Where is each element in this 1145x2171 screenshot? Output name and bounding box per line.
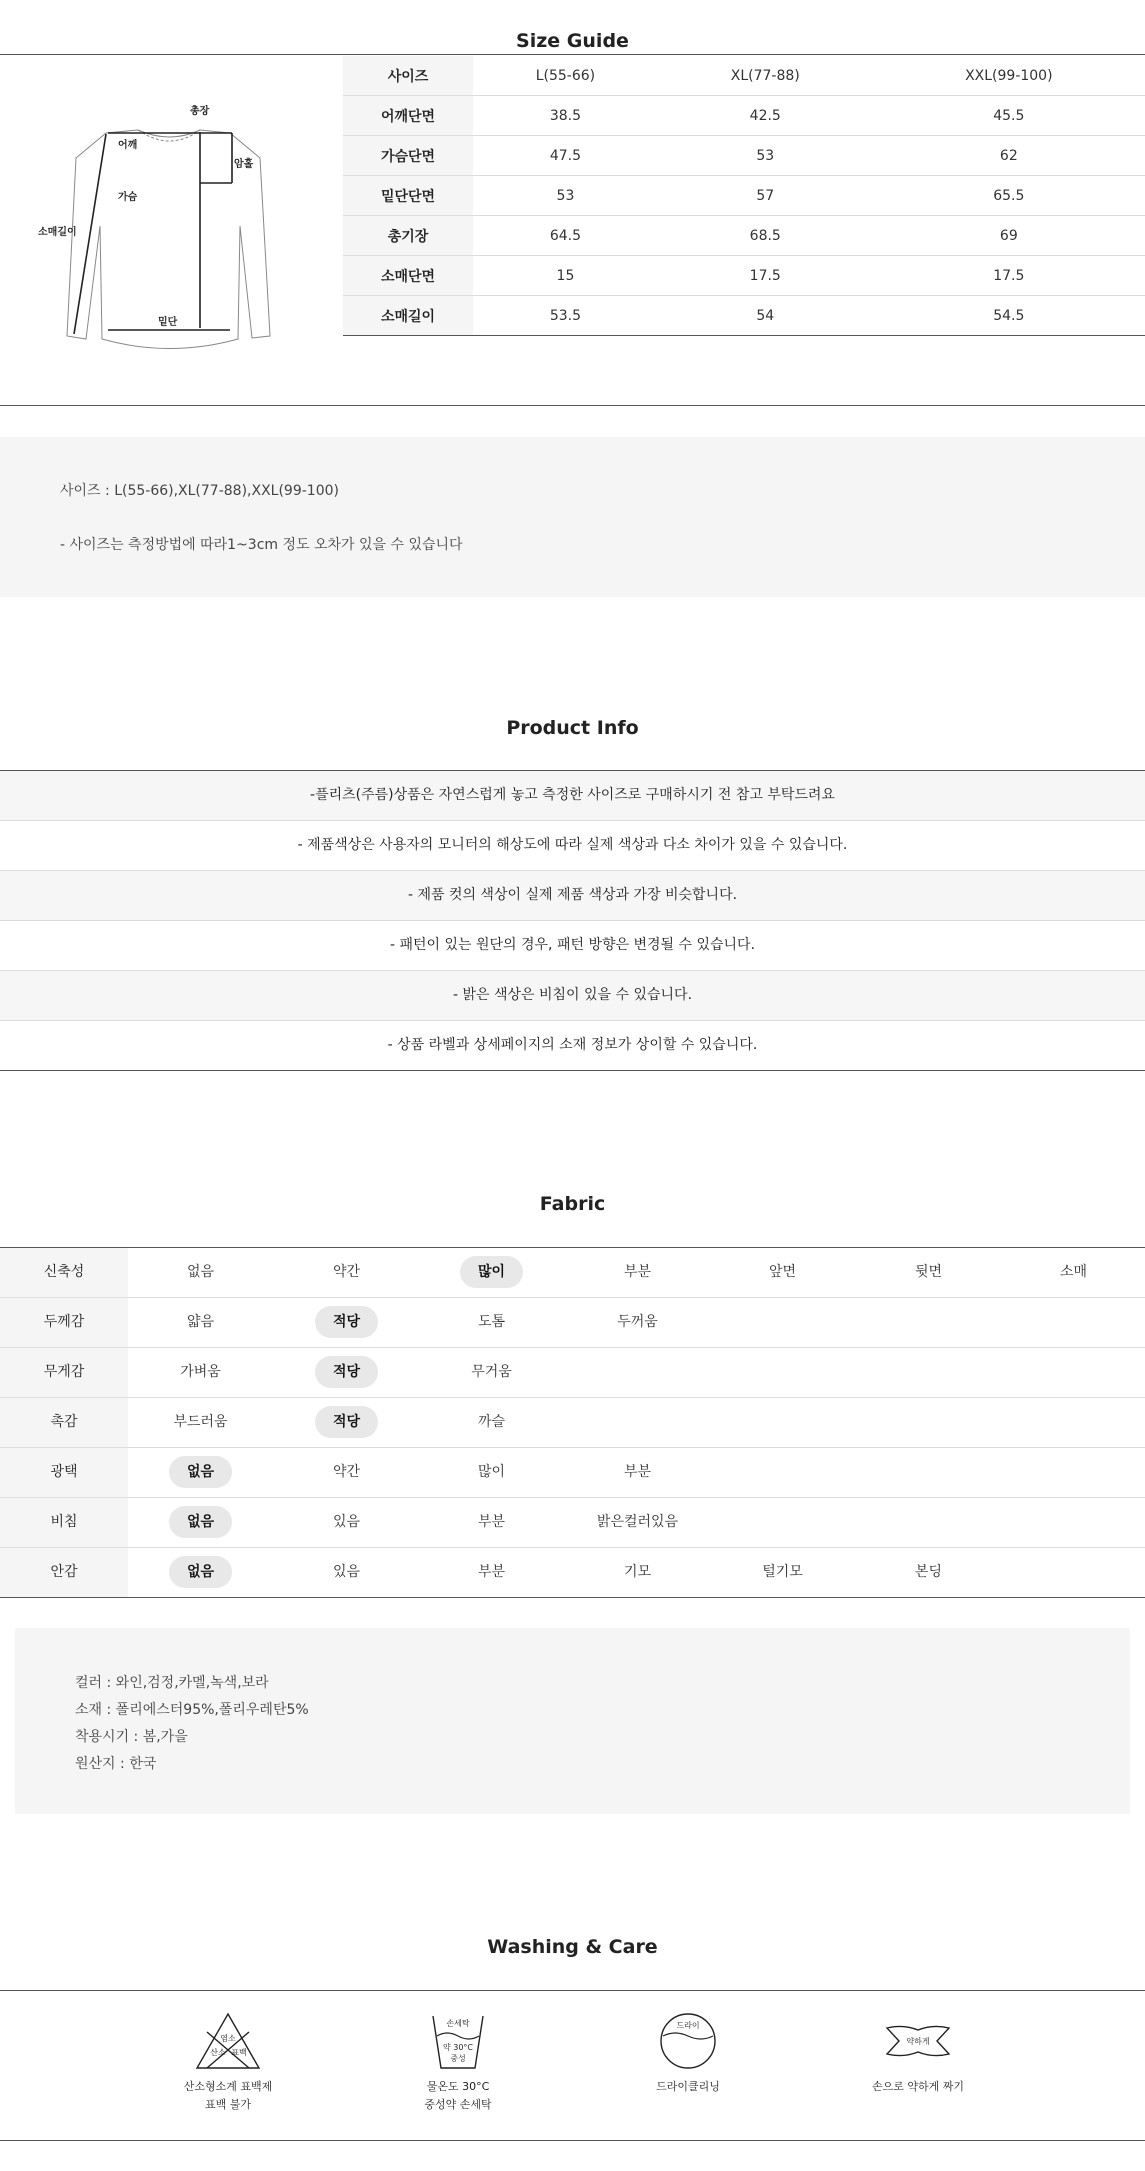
size-cell: 15 (473, 256, 658, 296)
fabric-row-label: 안감 (0, 1548, 128, 1597)
fabric-option-label: 많이 (477, 1464, 506, 1480)
size-cell: 47.5 (473, 136, 658, 176)
fabric-row (0, 1498, 1145, 1548)
fabric-option-label: 두꺼움 (617, 1314, 658, 1330)
fabric-option (419, 1398, 564, 1447)
fabric-option-label: 적당 (315, 1306, 378, 1338)
fabric-option-label: 없음 (169, 1456, 232, 1488)
size-header-label: 사이즈 (343, 56, 473, 96)
care-item-gentle-wring (838, 2010, 998, 2094)
dry-clean-icon (653, 2010, 723, 2072)
fabric-option (128, 1348, 273, 1397)
size-cell: 69 (873, 216, 1145, 256)
fabric-option-label: 없음 (186, 1264, 215, 1280)
fabric-option-selected (419, 1248, 564, 1297)
size-header-col: XXL(99-100) (873, 56, 1145, 96)
fabric-table (0, 1248, 1145, 1598)
size-cell: 17.5 (873, 256, 1145, 296)
fabric-option (565, 1548, 710, 1597)
fabric-option-label: 도톰 (477, 1314, 506, 1330)
fabric-option-label: 약간 (332, 1264, 361, 1280)
fabric-option-selected (128, 1548, 273, 1597)
size-cell: 45.5 (873, 96, 1145, 136)
fabric-detail: 소재 : 폴리에스터95%,폴리우레탄5% (75, 1702, 309, 1718)
size-cell: 17.5 (658, 256, 873, 296)
fabric-option-label: 까슬 (477, 1414, 506, 1430)
no-bleach-inner-text: 염소 (220, 2034, 236, 2043)
fabric-row-label: 촉감 (0, 1398, 128, 1447)
fabric-option (128, 1248, 273, 1297)
fabric-option-label: 부분 (623, 1464, 652, 1480)
fabric-option-label: 많이 (460, 1256, 523, 1288)
size-cell: 38.5 (473, 96, 658, 136)
hand-wash-inner-text: 약 30°C (442, 2043, 474, 2052)
fabric-option (128, 1398, 273, 1447)
fabric-row (0, 1298, 1145, 1348)
no-bleach-icon (193, 2010, 263, 2072)
fabric-row-label: 신축성 (0, 1248, 128, 1297)
product-info-line: - 밝은 색상은 비침이 있을 수 있습니다. (0, 971, 1145, 1021)
size-table-row (343, 96, 1145, 136)
fabric-option-label: 약간 (332, 1464, 361, 1480)
fabric-option-selected (128, 1498, 273, 1547)
diagram-label-sleeve-length: 소매길이 (38, 227, 77, 238)
fabric-row (0, 1548, 1145, 1598)
fabric-option (565, 1448, 710, 1497)
fabric-title: Fabric (539, 1193, 606, 1215)
fabric-detail: 원산지 : 한국 (75, 1756, 157, 1772)
size-table-row (343, 296, 1145, 336)
size-table-row (343, 256, 1145, 296)
fabric-option-label: 앞면 (768, 1264, 797, 1280)
fabric-option-selected (274, 1398, 419, 1447)
fabric-option (419, 1548, 564, 1597)
fabric-option (419, 1348, 564, 1397)
fabric-option (274, 1498, 419, 1547)
fabric-option (419, 1448, 564, 1497)
fabric-option (419, 1298, 564, 1347)
size-cell: 65.5 (873, 176, 1145, 216)
fabric-option-selected (274, 1298, 419, 1347)
gentle-wring-icon (883, 2010, 953, 2072)
size-cell: 42.5 (658, 96, 873, 136)
size-row-label: 어깨단면 (343, 96, 473, 136)
fabric-option-label: 적당 (315, 1406, 378, 1438)
size-table-row (343, 176, 1145, 216)
fabric-detail: 착용시기 : 봄,가을 (75, 1729, 188, 1745)
fabric-option (565, 1248, 710, 1297)
fabric-option-label: 없음 (169, 1506, 232, 1538)
gentle-wring-inner-text: 약하게 (906, 2037, 930, 2046)
size-cell: 53.5 (473, 296, 658, 336)
fabric-option-label: 소매 (1059, 1264, 1088, 1280)
care-item-no-bleach (148, 2010, 308, 2112)
fabric-option-label: 있음 (332, 1564, 361, 1580)
product-info-line: - 제품 컷의 색상이 실제 제품 색상과 가장 비슷합니다. (0, 871, 1145, 921)
care-caption: 물온도 30°C (426, 2080, 490, 2093)
hand-wash-inner-text: 중성 (450, 2054, 466, 2063)
size-cell: 62 (873, 136, 1145, 176)
care-item-hand-wash (378, 2010, 538, 2112)
diagram-label-shoulder: 어깨 (118, 140, 138, 151)
fabric-row-label: 비침 (0, 1498, 128, 1547)
fabric-row (0, 1348, 1145, 1398)
size-guide-bottom-rule (0, 405, 1145, 406)
size-cell: 68.5 (658, 216, 873, 256)
fabric-option (710, 1248, 855, 1297)
care-caption: 손으로 약하게 짜기 (871, 2080, 964, 2093)
product-info-line: -플리츠(주름)상품은 자연스럽게 놓고 측정한 사이즈로 구매하시기 전 참고 부탁드려요 (0, 771, 1145, 821)
fabric-option-selected (128, 1448, 273, 1497)
diagram-label-chest: 가슴 (118, 192, 138, 203)
care-caption: 드라이클리닝 (656, 2080, 720, 2093)
fabric-option-label: 기모 (623, 1564, 652, 1580)
size-cell: 53 (473, 176, 658, 216)
washing-title: Washing & Care (487, 1936, 658, 1958)
fabric-option-selected (274, 1348, 419, 1397)
product-info-list (0, 771, 1145, 1071)
care-item-dry-clean (608, 2010, 768, 2094)
fabric-option-label: 가벼움 (180, 1364, 221, 1380)
product-info-line: - 제품색상은 사용자의 모니터의 해상도에 따라 실제 색상과 다소 차이가 있을 수 있습니다. (0, 821, 1145, 871)
fabric-option (856, 1248, 1001, 1297)
size-table (343, 56, 1145, 336)
diagram-label-armhole: 암홀 (234, 159, 254, 170)
fabric-option (856, 1548, 1001, 1597)
fabric-option (128, 1298, 273, 1347)
product-info-line: - 상품 라벨과 상세페이지의 소재 정보가 상이할 수 있습니다. (0, 1021, 1145, 1071)
shirt-measurement-diagram (30, 96, 290, 366)
fabric-detail: 컬러 : 와인,검정,카멜,녹색,보라 (75, 1675, 269, 1691)
no-bleach-inner-text: 표백 (231, 2048, 247, 2057)
fabric-option-label: 무거움 (471, 1364, 512, 1380)
washing-top-rule (0, 1990, 1145, 1991)
size-row-label: 소매길이 (343, 296, 473, 336)
fabric-option-label: 부분 (477, 1514, 506, 1530)
washing-bottom-rule (0, 2140, 1145, 2141)
size-table-row (343, 136, 1145, 176)
fabric-option (1001, 1248, 1145, 1297)
care-caption: 표백 불가 (204, 2098, 251, 2111)
size-cell: 53 (658, 136, 873, 176)
fabric-row-label: 무게감 (0, 1348, 128, 1397)
fabric-row (0, 1448, 1145, 1498)
diagram-label-hem: 밑단 (158, 317, 178, 328)
fabric-details-box (15, 1628, 1130, 1814)
product-info-line: - 패턴이 있는 원단의 경우, 패턴 방향은 변경될 수 있습니다. (0, 921, 1145, 971)
fabric-option-label: 얇음 (186, 1314, 215, 1330)
fabric-row-label: 두께감 (0, 1298, 128, 1347)
fabric-option-label: 뒷면 (914, 1264, 943, 1280)
size-table-header-row (343, 56, 1145, 96)
care-caption: 중성약 손세탁 (424, 2098, 492, 2111)
size-row-label: 소매단면 (343, 256, 473, 296)
no-bleach-inner-text: 산소 (210, 2048, 226, 2057)
size-row-label: 총기장 (343, 216, 473, 256)
size-cell: 54.5 (873, 296, 1145, 336)
fabric-option (274, 1448, 419, 1497)
size-note: - 사이즈는 측정방법에 따라1~3cm 정도 오차가 있을 수 있습니다 (60, 537, 463, 553)
care-caption: 산소형소계 표백제 (183, 2080, 273, 2093)
size-table-row (343, 216, 1145, 256)
fabric-option-label: 부분 (477, 1564, 506, 1580)
fabric-option (565, 1498, 710, 1547)
size-note: 사이즈 : L(55-66),XL(77-88),XXL(99-100) (60, 483, 339, 499)
fabric-option-label: 밝은컬러있음 (596, 1514, 679, 1530)
fabric-option (565, 1298, 710, 1347)
size-header-col: XL(77-88) (658, 56, 873, 96)
fabric-option-label: 없음 (169, 1556, 232, 1588)
size-cell: 57 (658, 176, 873, 216)
fabric-option (710, 1548, 855, 1597)
hand-wash-inner-text: 손세탁 (446, 2019, 470, 2028)
size-header-col: L(55-66) (473, 56, 658, 96)
fabric-option-label: 부분 (623, 1264, 652, 1280)
dry-clean-inner-text: 드라이 (676, 2021, 700, 2030)
diagram-label-total-length: 총장 (190, 106, 210, 117)
product-info-title: Product Info (506, 717, 639, 739)
hand-wash-icon (423, 2010, 493, 2072)
fabric-option-label: 적당 (315, 1356, 378, 1388)
fabric-option (274, 1248, 419, 1297)
size-row-label: 밑단단면 (343, 176, 473, 216)
size-notes-box (0, 437, 1145, 597)
fabric-option-label: 부드러움 (173, 1414, 228, 1430)
size-cell: 54 (658, 296, 873, 336)
size-guide-title: Size Guide (516, 30, 629, 52)
size-row-label: 가슴단면 (343, 136, 473, 176)
size-guide-top-rule (0, 54, 1145, 55)
fabric-option (274, 1548, 419, 1597)
fabric-row (0, 1398, 1145, 1448)
fabric-option (419, 1498, 564, 1547)
fabric-row (0, 1248, 1145, 1298)
fabric-row-label: 광택 (0, 1448, 128, 1497)
fabric-option-label: 있음 (332, 1514, 361, 1530)
size-cell: 64.5 (473, 216, 658, 256)
fabric-option-label: 본딩 (914, 1564, 943, 1580)
fabric-option-label: 털기모 (762, 1564, 803, 1580)
